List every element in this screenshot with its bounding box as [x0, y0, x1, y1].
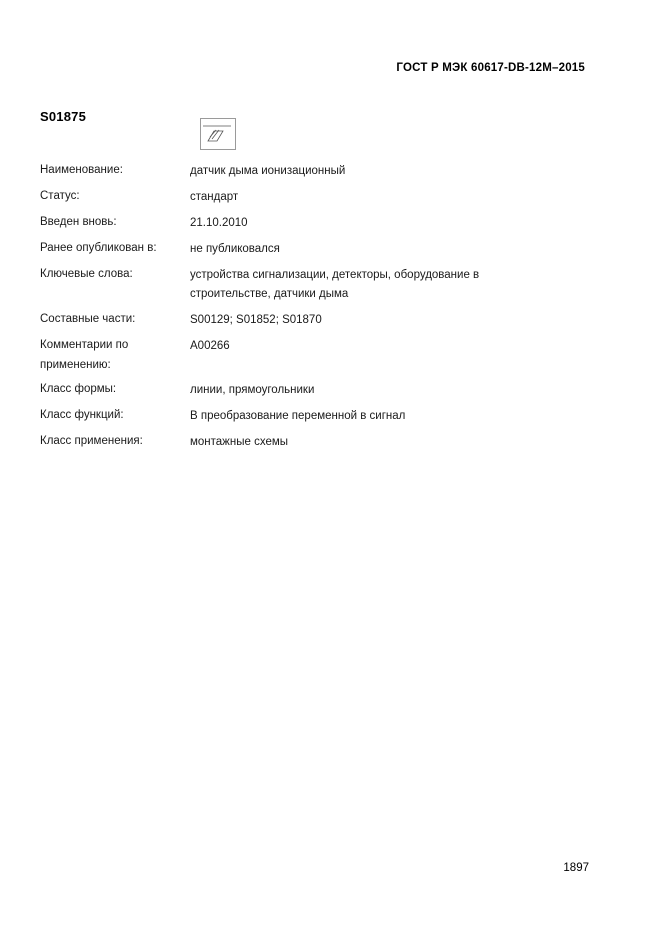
- field-value: [190, 434, 560, 451]
- field-value: [190, 408, 560, 425]
- field-label: Составные части:: [40, 313, 136, 325]
- field-value: [190, 241, 560, 258]
- field-label-line: Комментарии по: [40, 339, 129, 351]
- field-value: [190, 267, 560, 303]
- field-value-line: линии, прямоугольники: [190, 384, 315, 396]
- field-value-line: 21.10.2010: [190, 217, 248, 229]
- table-row: [40, 215, 560, 232]
- page-number: 1897: [563, 862, 589, 874]
- field-label: Класс формы:: [40, 383, 117, 395]
- table-row: [40, 408, 560, 425]
- field-label: Наименование:: [40, 164, 123, 176]
- field-value-line: А00266: [190, 340, 230, 352]
- properties-table: [40, 163, 560, 460]
- table-row: [40, 338, 560, 373]
- field-value-line: строительстве, датчики дыма: [190, 288, 349, 300]
- field-label: Класс применения:: [40, 435, 143, 447]
- field-value-line: монтажные схемы: [190, 436, 289, 448]
- page-title: S01875: [40, 109, 87, 124]
- field-value-line: стандарт: [190, 191, 239, 203]
- field-label: Класс функций:: [40, 409, 124, 421]
- table-row: [40, 312, 560, 329]
- field-label: Ключевые слова:: [40, 268, 133, 280]
- field-value-line: В преобразование переменной в сигнал: [190, 410, 406, 422]
- field-value: [190, 215, 560, 232]
- table-row: [40, 241, 560, 258]
- field-value: [190, 189, 560, 206]
- field-label: Статус:: [40, 190, 80, 202]
- field-value: [190, 382, 560, 399]
- table-row: [40, 163, 560, 180]
- smoke-detector-symbol: [200, 118, 236, 150]
- field-value-line: не публиковался: [190, 243, 280, 255]
- field-label-line: применению:: [40, 359, 111, 371]
- field-value: [190, 163, 560, 180]
- smoke-detector-symbol-graphic: [201, 119, 233, 147]
- table-row: [40, 189, 560, 206]
- field-value-line: датчик дыма ионизационный: [190, 165, 346, 177]
- field-value: [190, 338, 560, 355]
- field-label: Введен вновь:: [40, 216, 117, 228]
- table-row: [40, 267, 560, 303]
- field-label: Ранее опубликован в:: [40, 242, 157, 254]
- field-value-line: S00129; S01852; S01870: [190, 314, 322, 326]
- field-value: [190, 312, 560, 329]
- table-row: [40, 434, 560, 451]
- table-row: [40, 382, 560, 399]
- standard-header: ГОСТ Р МЭК 60617-DB-12M–2015: [396, 62, 585, 74]
- field-value-line: устройства сигнализации, детекторы, оборудование в: [190, 269, 480, 281]
- field-label: [40, 338, 190, 373]
